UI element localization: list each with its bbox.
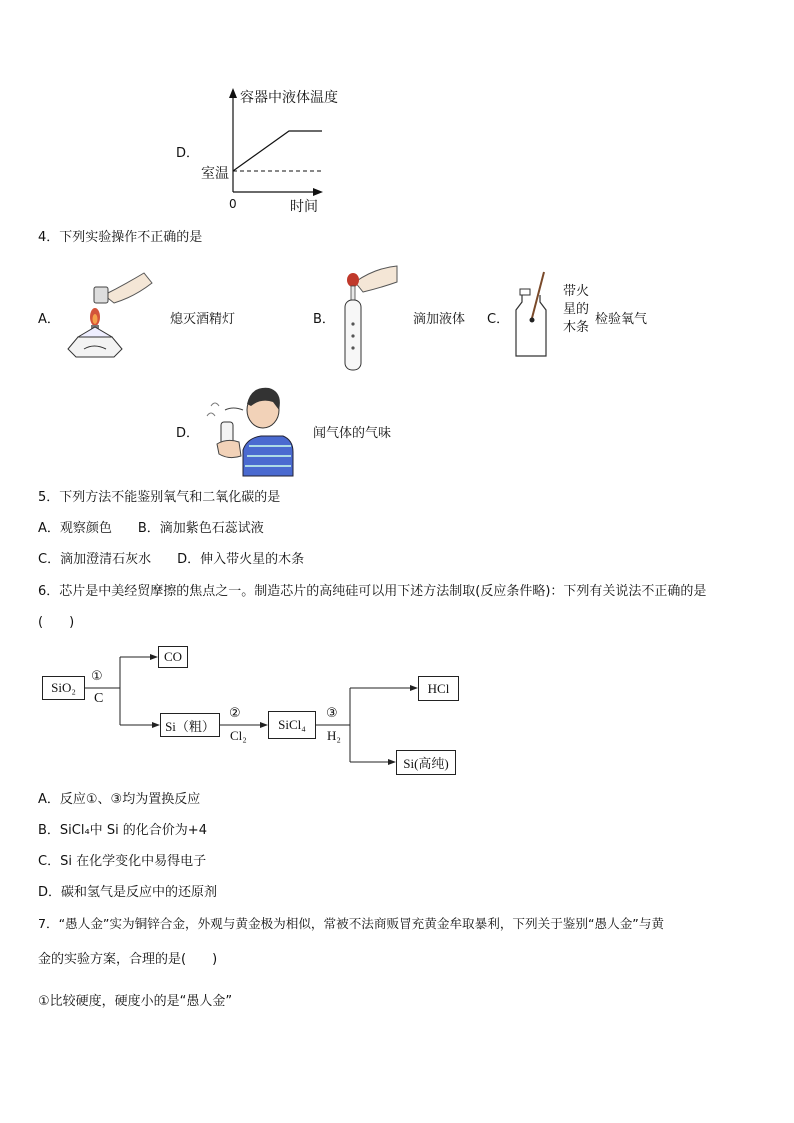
graph-room-temp-label: 室温 [201, 166, 229, 182]
box-sio2: SiO₂ [42, 676, 85, 700]
q5-question: 5．下列方法不能鉴别氧气和二氧化碳的是 [38, 490, 281, 505]
q4-option-b-label: B． [313, 312, 335, 327]
q6-option-b: B．SiCl₄中 Si 的化合价为+4 [38, 823, 207, 838]
q4-option-a-label: A． [38, 312, 60, 327]
q4-option-a-text: 熄灭酒精灯 [170, 312, 236, 327]
box-si-crude: Si（粗） [160, 713, 220, 737]
box-si-pure: Si(高纯) [396, 750, 456, 775]
q6-option-c: C．Si 在化学变化中易得电子 [38, 854, 207, 869]
reagent-h2: H₂ [327, 728, 341, 743]
q4-option-c-text: 检验氧气 [595, 312, 648, 327]
q4-option-d-label: D． [176, 426, 200, 441]
q7-question-line-1: 7．“愚人金”实为铜锌合金，外观与黄金极为相似，常被不法商贩冒充黄金牟取暴利，下列关于鉴别“愚人金”与黄 [38, 916, 665, 931]
annotation-line-3: 木条 [563, 320, 590, 335]
graph-option-label: D． [176, 146, 200, 161]
step-3-marker: ③ [326, 706, 338, 721]
graph-y-axis-label: 容器中液体温度 [240, 90, 338, 106]
q4-option-b-text: 滴加液体 [413, 312, 466, 327]
graph-x-axis-label: 时间 [290, 199, 318, 215]
annotation-line-1: 带火 [563, 284, 590, 299]
box-co: CO [158, 646, 188, 668]
q5-options-line-2: C．滴加澄清石灰水 D．伸入带火星的木条 [38, 552, 305, 567]
box-sicl4: SiCl₄ [268, 711, 316, 739]
box-hcl: HCl [418, 676, 459, 701]
step-2-marker: ② [229, 706, 241, 721]
q6-question: 6．芯片是中美经贸摩擦的焦点之一。制造芯片的高纯硅可以用下述方法制取(反应条件略)：下列有关说法不正确的是 [38, 584, 707, 599]
q4-option-d-text: 闻气体的气味 [313, 426, 392, 441]
annotation-line-2: 星的 [563, 302, 590, 317]
q4-question: 4．下列实验操作不正确的是 [38, 230, 203, 245]
q6-option-d: D．碳和氢气是反应中的还原剂 [38, 885, 218, 900]
step-1-marker: ① [91, 669, 103, 684]
q6-answer-bracket: ( ) [38, 615, 75, 630]
reagent-c: C [94, 691, 104, 706]
reagent-cl2: Cl₂ [230, 728, 247, 743]
graph-origin-label: 0 [229, 197, 237, 211]
q7-item-1: ①比较硬度，硬度小的是“愚人金” [38, 994, 233, 1009]
q5-options-line-1: A．观察颜色 B．滴加紫色石蕊试液 [38, 521, 264, 536]
q4-option-c-label: C． [487, 312, 510, 327]
q6-option-a: A．反应①、③均为置换反应 [38, 792, 201, 807]
q7-question-line-2: 金的实验方案，合理的是( ) [38, 952, 218, 967]
